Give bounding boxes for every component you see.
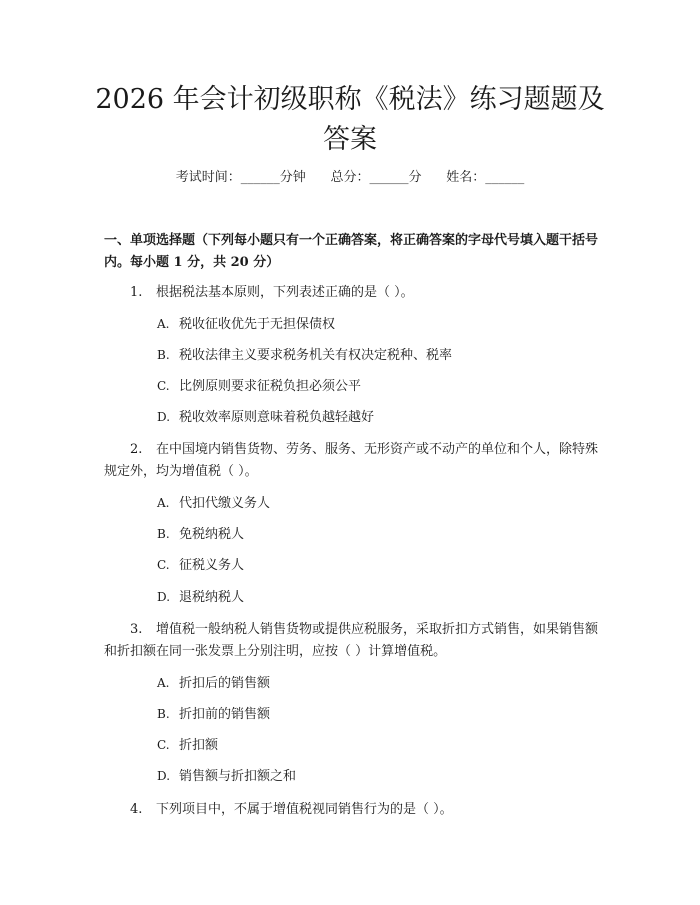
question-2: [104, 439, 604, 483]
question-number: 2.: [130, 442, 143, 457]
question-3-option-b: [157, 704, 597, 725]
option-text: 退税纳税人: [179, 590, 245, 605]
question-2-option-d: [157, 587, 597, 608]
question-1: [104, 282, 604, 304]
option-text: 税收效率原则意味着税负越轻越好: [179, 410, 375, 425]
option-letter: A.: [157, 496, 170, 510]
option-text: 折扣后的销售额: [179, 676, 271, 691]
question-1-option-b: [157, 345, 597, 366]
option-text: 代扣代缴义务人: [179, 496, 271, 511]
question-2-option-c: [157, 555, 597, 576]
option-text: 折扣额: [179, 738, 219, 753]
option-letter: C.: [157, 738, 170, 752]
option-letter: B.: [157, 348, 170, 362]
question-3-option-a: [157, 673, 597, 694]
question-text: 下列项目中，不属于增值税视同销售行为的是（ ）。: [156, 802, 453, 817]
question-text: 增值税一般纳税人销售货物或提供应税服务，采取折扣方式销售，如果销售额和折扣额在同一张发票上分别注明，应按（ ）计算增值税。: [104, 622, 599, 659]
question-number: 3.: [130, 622, 143, 637]
option-letter: C.: [157, 558, 170, 572]
question-text: 在中国境内销售货物、劳务、服务、无形资产或不动产的单位和个人，除特殊规定外，均为增值税（ ）。: [104, 442, 599, 479]
question-1-option-a: [157, 314, 597, 335]
question-number: 1.: [130, 285, 143, 300]
option-letter: A.: [157, 676, 170, 690]
question-3: [104, 619, 604, 663]
question-3-option-d: [157, 766, 597, 787]
question-2-option-a: [157, 493, 597, 514]
option-text: 税收法律主义要求税务机关有权决定税种、税率: [179, 348, 453, 363]
question-text: 根据税法基本原则，下列表述正确的是（ ）。: [156, 285, 414, 300]
option-text: 销售额与折扣额之和: [179, 769, 297, 784]
document-title: 2026 年会计初级职称《税法》练习题题及答案: [95, 84, 605, 155]
exam-info-line: 考试时间：______分钟 总分：______分 姓名：______: [175, 170, 525, 185]
option-letter: B.: [157, 527, 170, 541]
question-4: [104, 799, 604, 821]
question-1-option-d: [157, 407, 597, 428]
question-3-option-c: [157, 735, 597, 756]
option-text: 税收征收优先于无担保债权: [179, 317, 336, 332]
question-2-option-b: [157, 524, 597, 545]
option-text: 免税纳税人: [179, 527, 245, 542]
question-1-option-c: [157, 376, 597, 397]
option-letter: D.: [157, 769, 171, 783]
option-letter: A.: [157, 317, 170, 331]
section-heading: 一、单项选择题（下列每小题只有一个正确答案，将正确答案的字母代号填入题干括号内。每小题 1 分，共 20 分）: [104, 233, 599, 270]
question-number: 4.: [130, 802, 143, 817]
option-text: 征税义务人: [179, 558, 245, 573]
option-text: 折扣前的销售额: [179, 707, 271, 722]
option-letter: D.: [157, 590, 171, 604]
option-letter: D.: [157, 410, 171, 424]
option-letter: B.: [157, 707, 170, 721]
option-letter: C.: [157, 379, 170, 393]
option-text: 比例原则要求征税负担必须公平: [179, 379, 362, 394]
